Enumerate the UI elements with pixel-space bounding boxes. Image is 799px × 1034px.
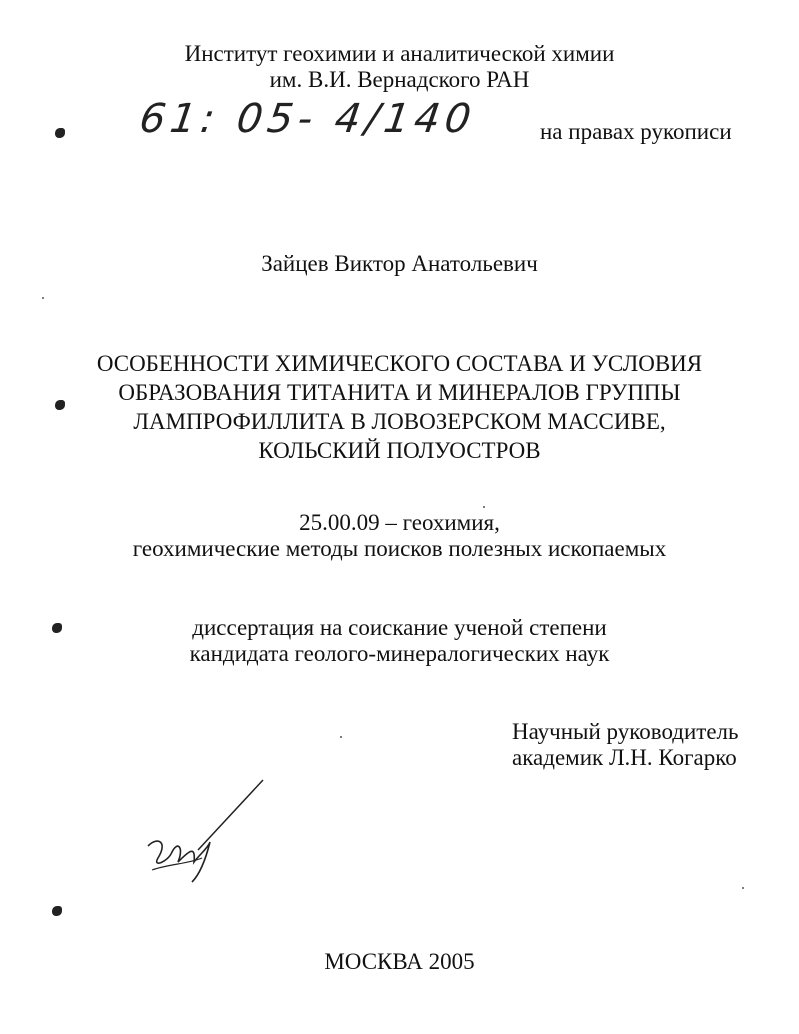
scan-speck	[340, 736, 342, 738]
institute-subname: им. В.И. Вернадского РАН	[269, 67, 530, 92]
signature	[138, 778, 278, 888]
specialty-name: геохимические методы поисков полезных ископаемых	[132, 536, 667, 561]
manuscript-note: на правах рукописи	[540, 119, 732, 144]
scan-speck	[483, 506, 485, 508]
title-line: ЛАМПРОФИЛЛИТА В ЛОВОЗЕРСКОМ МАССИВЕ,	[133, 409, 666, 434]
title-line: ОСОБЕННОСТИ ХИМИЧЕСКОГО СОСТАВА И УСЛОВИЯ	[96, 351, 703, 376]
title-line: КОЛЬСКИЙ ПОЛУОСТРОВ	[258, 438, 541, 463]
archive-number: 61: 05- 4/140	[136, 96, 479, 142]
city-year: МОСКВА 2005	[324, 949, 475, 974]
degree-line: кандидата геолого-минералогических наук	[189, 641, 610, 666]
scan-speck	[742, 887, 744, 889]
author-name: Зайцев Виктор Анатольевич	[261, 251, 538, 276]
degree-line: диссертация на соискание ученой степени	[192, 615, 607, 640]
punch-mark	[52, 906, 62, 916]
specialty-code: 25.00.09 – геохимия,	[299, 510, 500, 535]
supervisor-name: академик Л.Н. Когарко	[512, 745, 737, 770]
punch-mark	[55, 128, 65, 138]
supervisor-label: Научный руководитель	[512, 719, 739, 744]
institute-name: Институт геохимии и аналитической химии	[184, 41, 615, 66]
title-line: ОБРАЗОВАНИЯ ТИТАНИТА И МИНЕРАЛОВ ГРУППЫ	[118, 380, 681, 405]
scan-speck	[42, 297, 44, 299]
